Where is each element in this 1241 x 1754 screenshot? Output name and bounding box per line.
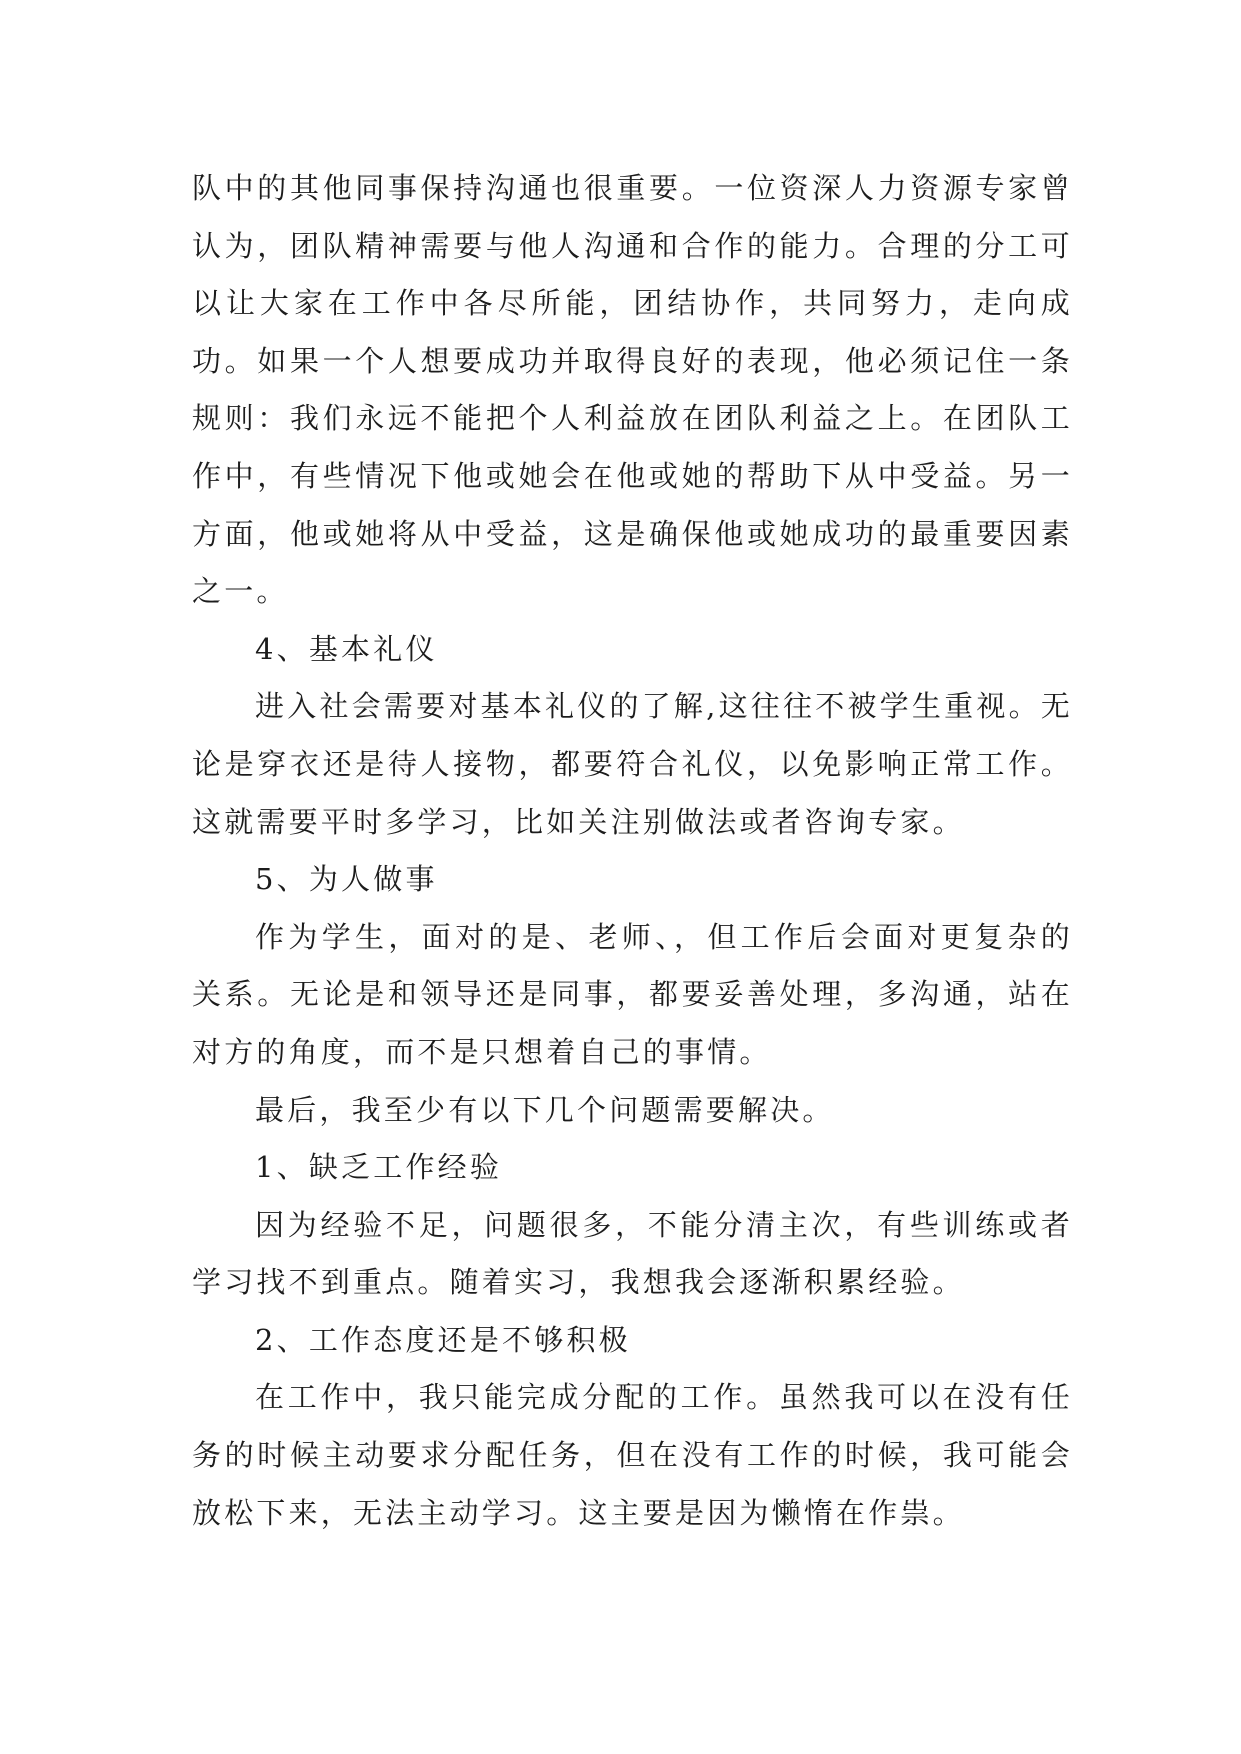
heading-basic-etiquette: 4、基本礼仪	[255, 631, 438, 666]
heading-lack-of-experience: 1、缺乏工作经验	[255, 1150, 503, 1185]
paragraph-conduct: 作为学生，面对的是、老师、，但工作后会面对更复杂的关系。无论是和领导还是同事，都要妥善处理，多沟通，站在对方的角度，而不是只想着自己的事情。	[192, 919, 1073, 1069]
paragraph-teamwork-continued: 队中的其他同事保持沟通也很重要。一位资深人力资源专家曾认为，团队精神需要与他人沟通和合作的能力。合理的分工可以让大家在工作中各尽所能，团结协作，共同努力，走向成功。如果一个人想要成功并取得良好的表现，他必须记住一条规则：我们永远不能把个人利益放在团队利益之上。在团队工作中，有些情况下他或她会在他或她的帮助下从中受益。另一方面，他或她将从中受益，这是确保他或她成功的最重要因素之一。	[192, 171, 1073, 609]
heading-conduct: 5、为人做事	[255, 862, 438, 897]
paragraph-basic-etiquette: 进入社会需要对基本礼仪的了解,这往往不被学生重视。无论是穿衣还是待人接物，都要符合礼仪，以免影响正常工作。这就需要平时多学习，比如关注别做法或者咨询专家。	[192, 689, 1073, 839]
paragraph-work-attitude: 在工作中，我只能完成分配的工作。虽然我可以在没有任务的时候主动要求分配任务，但在没有工作的时候，我可能会放松下来，无法主动学习。这主要是因为懒惰在作祟。	[192, 1380, 1073, 1530]
paragraph-problems-intro: 最后，我至少有以下几个问题需要解决。	[255, 1092, 835, 1127]
heading-work-attitude: 2、工作态度还是不够积极	[255, 1322, 631, 1357]
body-text	[192, 160, 1073, 1542]
paragraph-lack-of-experience: 因为经验不足，问题很多，不能分清主次，有些训练或者学习找不到重点。随着实习，我想我会逐渐积累经验。	[192, 1207, 1073, 1300]
